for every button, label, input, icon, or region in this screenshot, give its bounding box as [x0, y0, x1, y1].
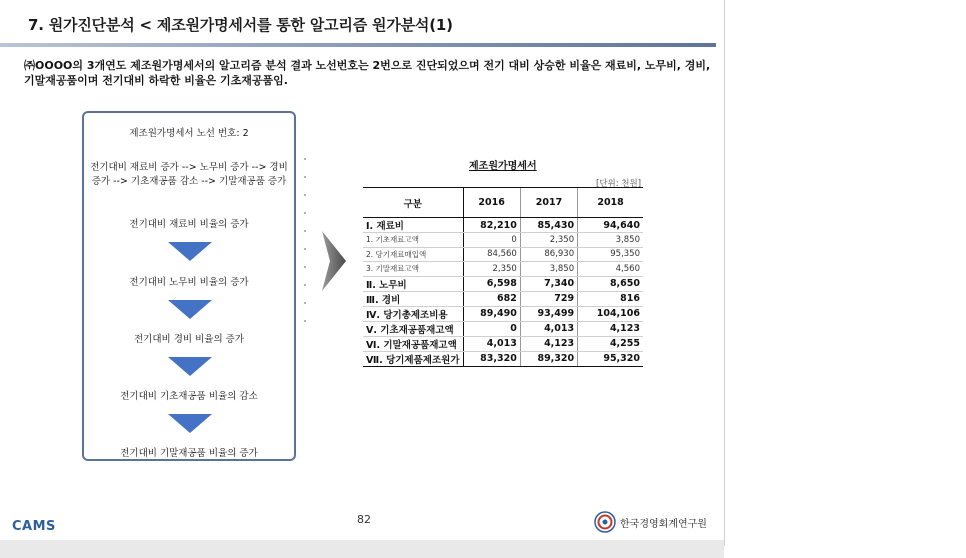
row-label: 2. 당기재료매입액 [363, 247, 463, 262]
row-label: Ⅱ. 노무비 [363, 276, 463, 291]
cell-value: 94,640 [578, 218, 643, 233]
cell-value: 4,123 [578, 321, 643, 336]
chevron-right-icon [322, 231, 346, 291]
cell-value: 4,013 [463, 336, 520, 351]
cell-value: 0 [463, 321, 520, 336]
down-arrow-icon [168, 357, 212, 376]
cell-value: 6,598 [463, 276, 520, 291]
cell-value: 95,320 [578, 351, 643, 366]
cell-value: 89,320 [520, 351, 577, 366]
row-label: Ⅶ. 당기제품제조원가 [363, 351, 463, 366]
row-label: Ⅴ. 기초재공품재고액 [363, 321, 463, 336]
table-row [363, 351, 643, 366]
summary-text: ㈜OOOO의 3개연도 제조원가명세서의 알고리즘 분석 결과 노선번호는 2번으로 진단되었으며 전기 대비 상승한 비율은 재료비, 노무비, 경비, 기말재공품이며 전기대비 하락한 비율은 기초재공품임. [24, 59, 711, 87]
cell-value: 104,106 [578, 306, 643, 321]
flow-step-4: 전기대비 기초재공품 비율의 감소 [120, 391, 258, 402]
cell-value: 84,560 [463, 247, 520, 262]
cell-value: 8,650 [578, 276, 643, 291]
table-header-row [363, 188, 643, 218]
row-label: 1. 기초재료고액 [363, 233, 463, 248]
table-row [363, 321, 643, 336]
row-label: Ⅲ. 경비 [363, 291, 463, 306]
col-header-2017: 2017 [520, 188, 577, 218]
cell-value: 7,340 [520, 276, 577, 291]
cell-value: 82,210 [463, 218, 520, 233]
cams-logo: CAMS [12, 519, 56, 534]
row-label: Ⅰ. 재료비 [363, 218, 463, 233]
table-row [363, 276, 643, 291]
cost-statement-table [363, 187, 643, 367]
cell-value: 2,350 [463, 262, 520, 277]
cell-value: 89,490 [463, 306, 520, 321]
table-row [363, 218, 643, 233]
cell-value: 4,013 [520, 321, 577, 336]
cell-value: 0 [463, 233, 520, 248]
page-number: 82 [357, 513, 371, 526]
flow-step-5: 전기대비 기말재공품 비율의 증가 [120, 448, 258, 459]
table-row [363, 262, 643, 277]
table-row [363, 247, 643, 262]
cell-value: 83,320 [463, 351, 520, 366]
table-row [363, 233, 643, 248]
cell-value: 85,430 [520, 218, 577, 233]
down-arrow-icon [168, 242, 212, 261]
flow-route-line-2: 증가 --> 기초재공품 감소 --> 기말재공품 증가 [91, 176, 287, 187]
route-flow-box [82, 111, 296, 461]
table-row [363, 306, 643, 321]
flow-route-line-1: 전기대비 재료비 증가 --> 노무비 증가 --> 경비 [90, 162, 288, 173]
cell-value: 4,560 [578, 262, 643, 277]
page-title: 7. 원가진단분석 < 제조원가명세서를 통한 알고리즘 원가분석(1) [28, 16, 453, 34]
flow-step-2: 전기대비 노무비 비율의 증가 [129, 277, 249, 288]
cell-value: 4,123 [520, 336, 577, 351]
cell-value: 4,255 [578, 336, 643, 351]
col-header-2016: 2016 [463, 188, 520, 218]
flow-step-1: 전기대비 재료비 비율의 증가 [129, 219, 249, 230]
org-brand [594, 511, 707, 533]
cell-value: 3,850 [578, 233, 643, 248]
cell-value: 816 [578, 291, 643, 306]
row-label: Ⅳ. 당기총제조비용 [363, 306, 463, 321]
flow-title: 제조원가명세서 노선 번호: 2 [129, 128, 249, 139]
row-label: 3. 기말재료고액 [363, 262, 463, 277]
table-row [363, 291, 643, 306]
col-header-2018: 2018 [578, 188, 643, 218]
row-label: Ⅵ. 기말재공품재고액 [363, 336, 463, 351]
dotted-separator [303, 150, 307, 330]
statement-title: 제조원가명세서 [469, 161, 537, 172]
cell-value: 2,350 [520, 233, 577, 248]
table-row [363, 336, 643, 351]
bottom-strip [0, 540, 724, 558]
cell-value: 729 [520, 291, 577, 306]
col-header-category: 구분 [363, 188, 463, 218]
cell-value: 95,350 [578, 247, 643, 262]
unit-label: [단위: 천원] [596, 179, 642, 189]
cell-value: 3,850 [520, 262, 577, 277]
org-emblem-icon [594, 511, 616, 533]
flow-step-3: 전기대비 경비 비율의 증가 [133, 334, 244, 345]
header-divider [0, 43, 716, 47]
down-arrow-icon [168, 300, 212, 319]
org-name: 한국경영회계연구원 [620, 518, 707, 530]
cell-value: 86,930 [520, 247, 577, 262]
down-arrow-icon [168, 414, 212, 433]
cell-value: 682 [463, 291, 520, 306]
cell-value: 93,499 [520, 306, 577, 321]
